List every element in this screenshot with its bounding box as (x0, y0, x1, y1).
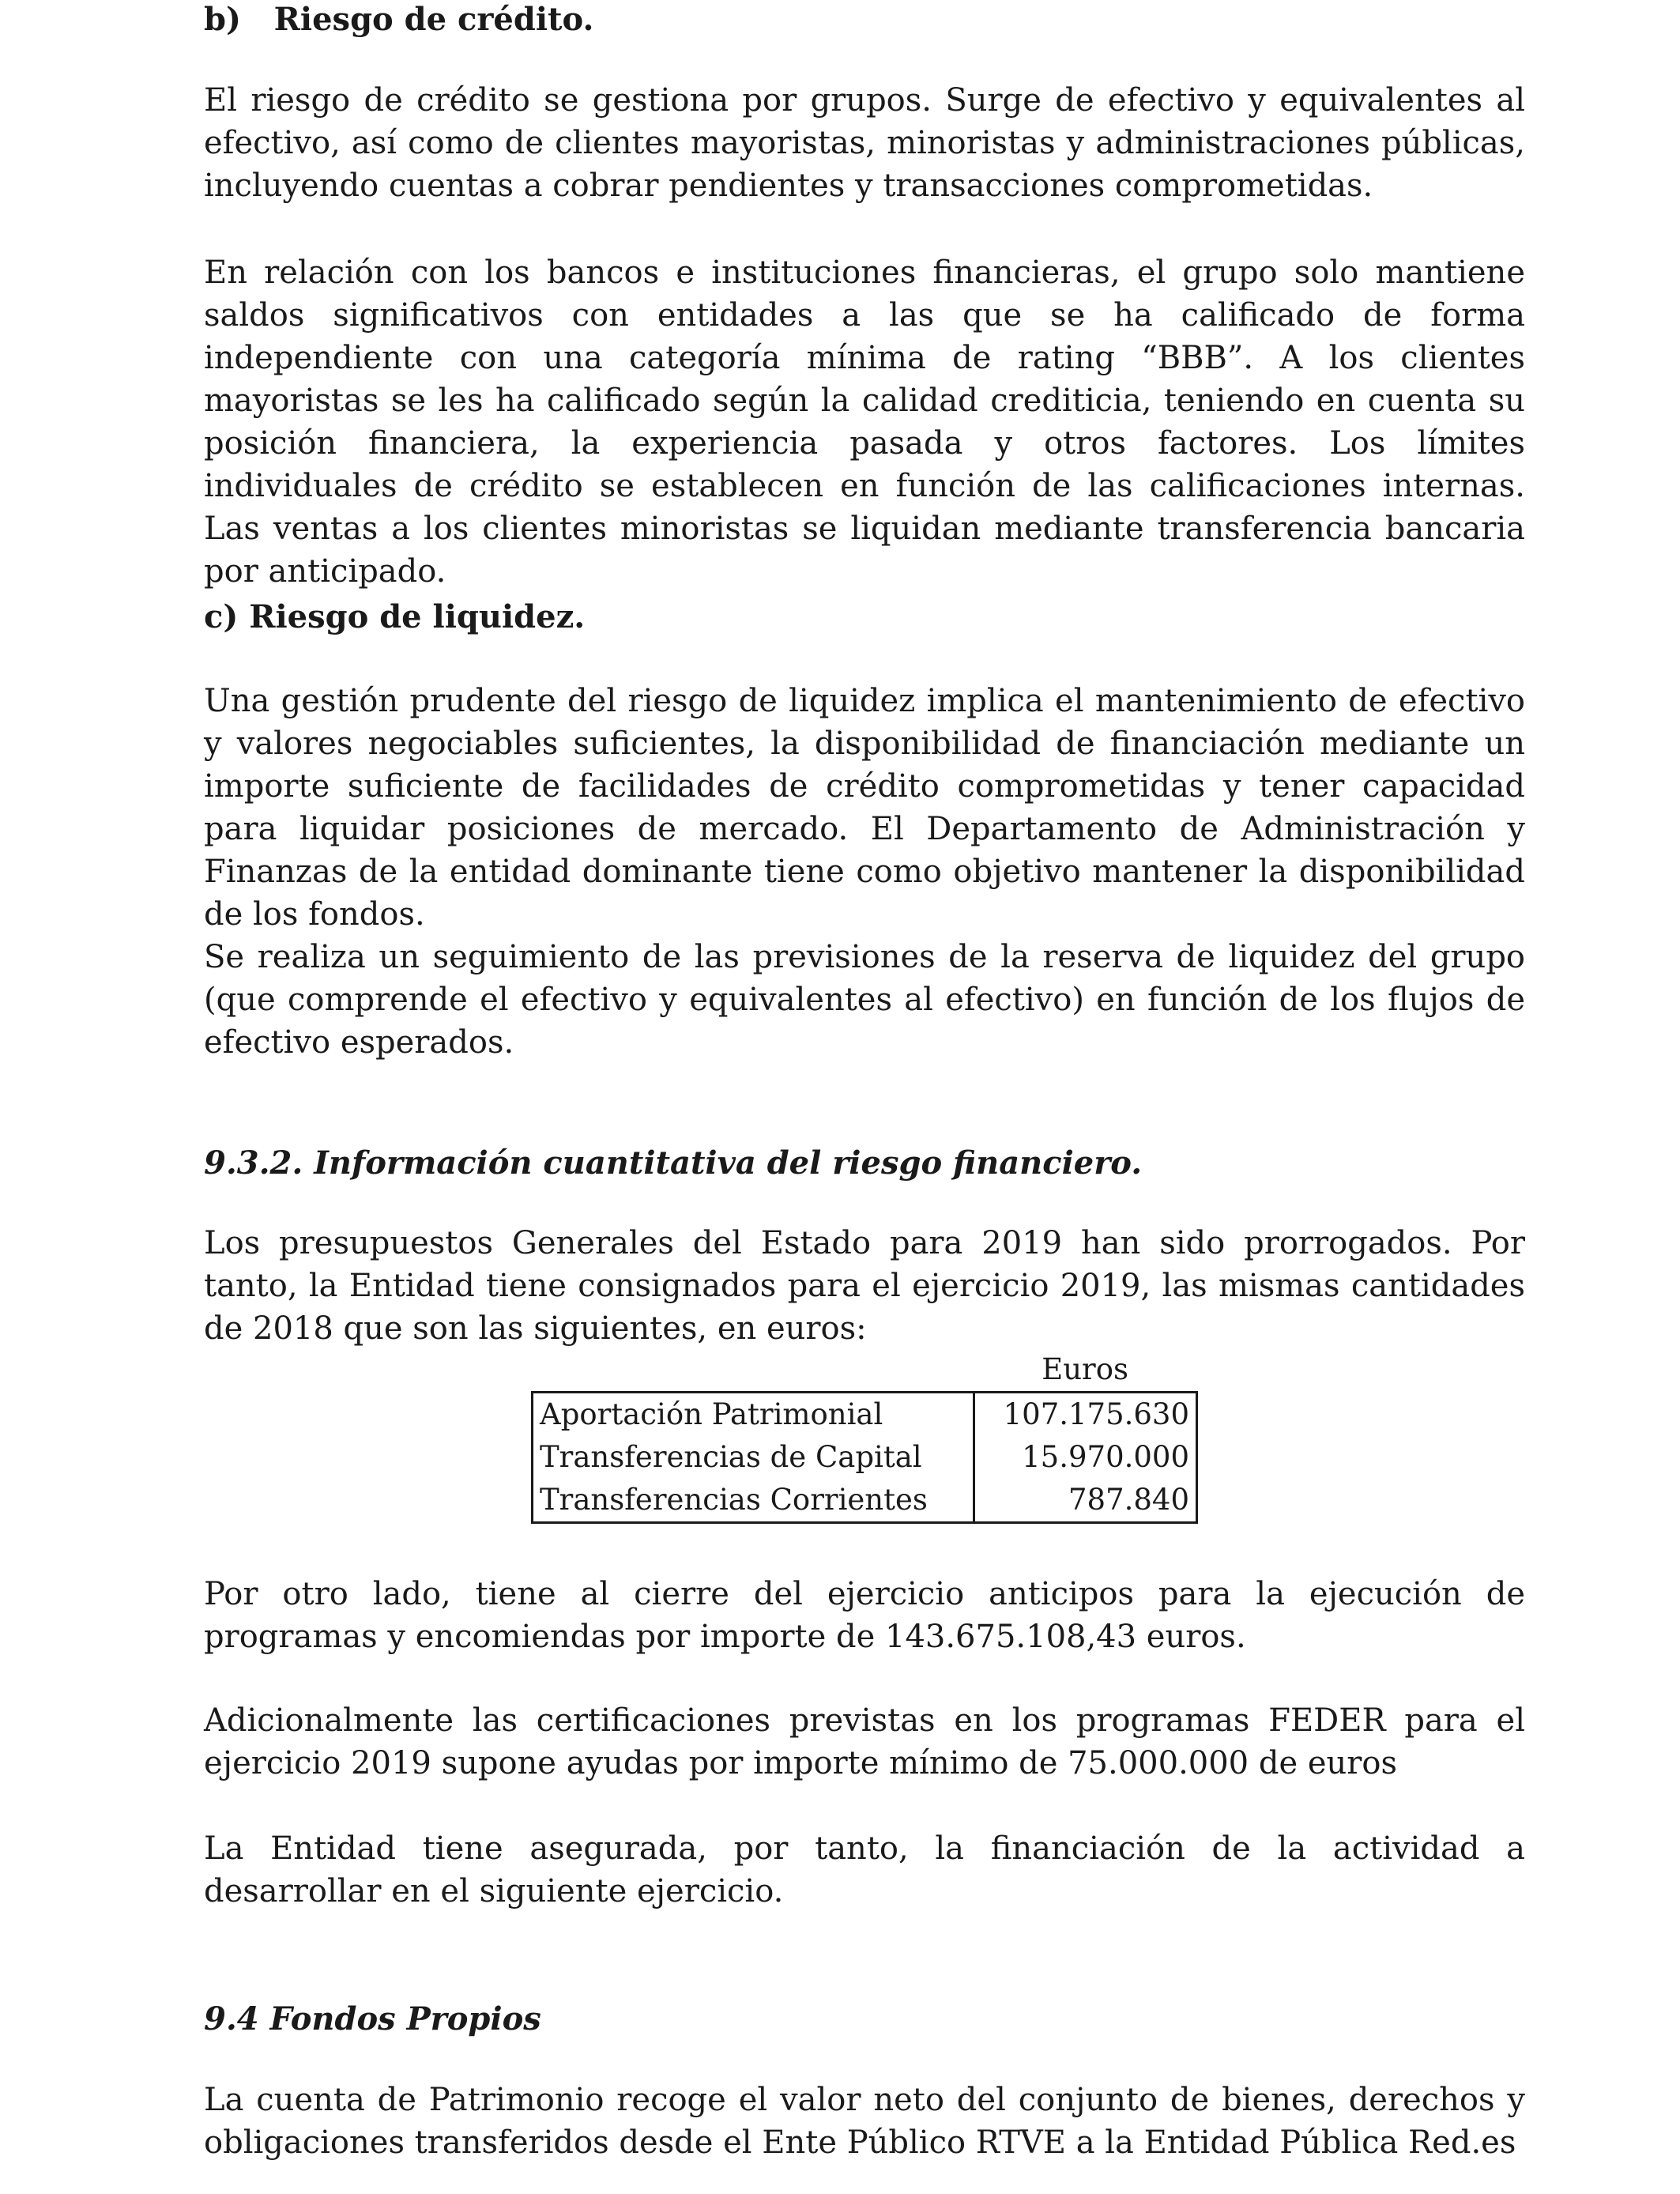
table-row (533, 1436, 1197, 1479)
paragraph-liquidez-2: Se realiza un seguimiento de las previsiones de la reserva de liquidez del grupo (que comprende el efectivo y equivalentes al efectivo) en función de los flujos de efectivo esperados. (204, 939, 1525, 1061)
table-caption-euros: Euros (1042, 1352, 1128, 1386)
paragraph-financiacion: La Entidad tiene asegurada, por tanto, la financiación de la actividad a desarrollar en el siguiente ejercicio. (204, 1830, 1525, 1909)
table-row (533, 1479, 1197, 1523)
paragraph-credito-2: En relación con los bancos e instituciones financieras, el grupo solo mantiene saldos significativos con entidades a las que se ha calificado de forma independiente con una categoría mínima de rating “BBB”. A los clientes mayoristas se les ha calificado según la calidad crediticia, teniendo en cuenta su posición financiera, la experiencia pasada y otros factores. Los límites individuales de crédito se establecen en función de las calificaciones internas. Las ventas a los clientes minoristas se liquidan mediante transferencia bancaria por anticipado. (204, 254, 1525, 590)
euros-table-block (531, 1348, 1198, 1524)
heading-riesgo-credito: b) Riesgo de crédito. (204, 1, 594, 38)
heading-riesgo-liquidez: c) Riesgo de liquidez. (204, 598, 586, 635)
table-cell-label: Aportación Patrimonial (533, 1393, 974, 1437)
paragraph-liquidez-1: Una gestión prudente del riesgo de liquidez implica el mantenimiento de efectivo y valores negociables suficientes, la disponibilidad de financiación mediante un importe suficiente de facilidades de crédito comprometidas y tener capacidad para liquidar posiciones de mercado. El Departamento de Administración y Finanzas de la entidad dominante tiene como objetivo mantener la disponibilidad de los fondos. (204, 683, 1525, 933)
paragraph-credito-1: El riesgo de crédito se gestiona por grupos. Surge de efectivo y equivalentes al efectivo, así como de clientes mayoristas, minoristas y administraciones públicas, incluyendo cuentas a cobrar pendientes y transacciones comprometidas. (204, 82, 1525, 204)
table-cell-label: Transferencias Corrientes (533, 1479, 974, 1523)
euros-table (531, 1391, 1198, 1524)
table-cell-value: 107.175.630 (1003, 1397, 1189, 1431)
table-cell-value: 787.840 (1068, 1483, 1189, 1517)
paragraph-feder: Adicionalmente las certificaciones previstas en los programas FEDER para el ejercicio 2019 supone ayudas por importe mínimo de 75.000.000 de euros (204, 1702, 1525, 1781)
paragraph-anticipos: Por otro lado, tiene al cierre del ejercicio anticipos para la ejecución de programas y encomiendas por importe de 143.675.108,43 euros. (204, 1576, 1525, 1655)
table-row (533, 1393, 1197, 1437)
table-cell-value: 15.970.000 (1022, 1440, 1189, 1474)
paragraph-presupuestos: Los presupuestos Generales del Estado para 2019 han sido prorrogados. Por tanto, la Entidad tiene consignados para el ejercicio 2019, las mismas cantidades de 2018 que son las siguientes, en euros: (204, 1225, 1525, 1347)
heading-fondos-propios: 9.4 Fondos Propios (204, 2000, 541, 2038)
heading-informacion-cuantitativa: 9.3.2. Información cuantitativa del riesgo financiero. (204, 1144, 1143, 1182)
table-cell-label: Transferencias de Capital (533, 1436, 974, 1479)
paragraph-patrimonio: La cuenta de Patrimonio recoge el valor neto del conjunto de bienes, derechos y obligaciones transferidos desde el Ente Público RTVE a la Entidad Pública Red.es (204, 2082, 1525, 2161)
